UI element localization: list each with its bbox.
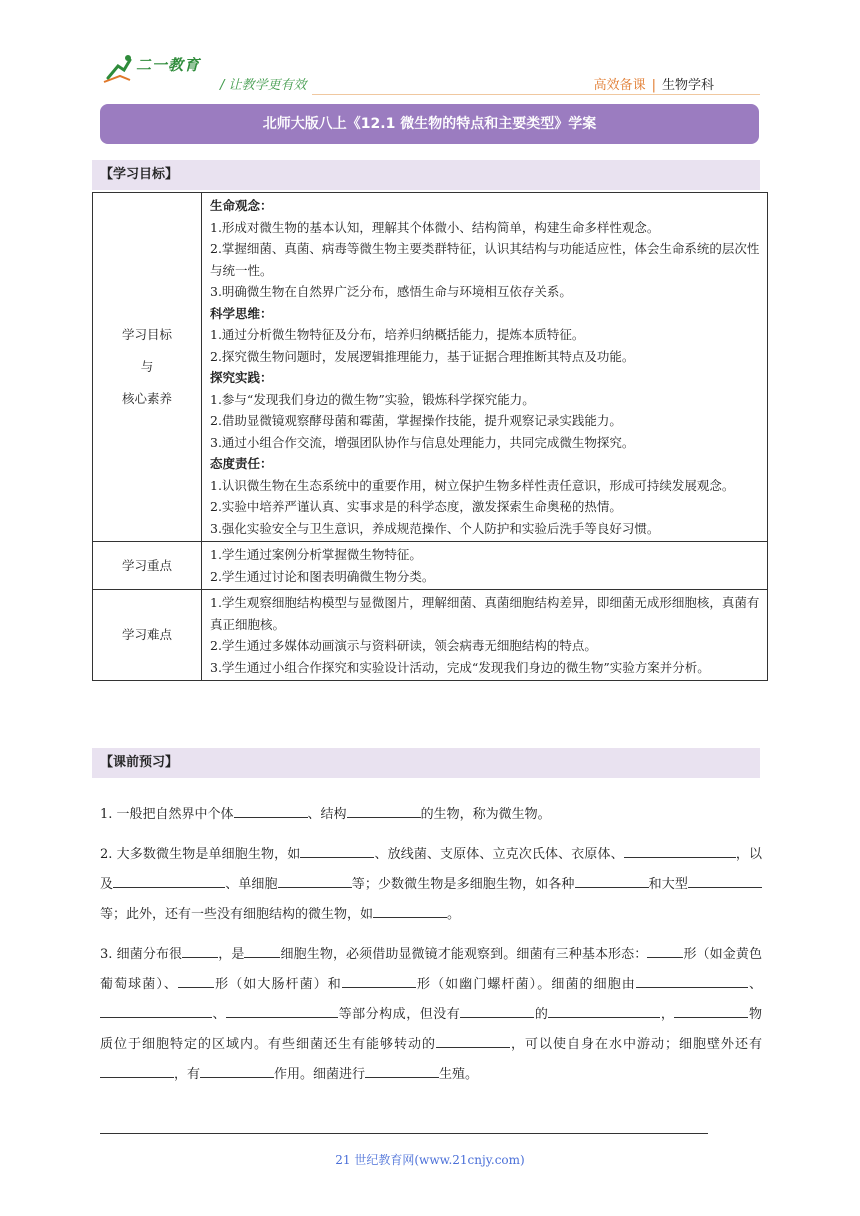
- list-item: 1.学生通过案例分析掌握微生物特征。: [210, 547, 422, 562]
- list-item: 2.探究微生物问题时，发展逻辑推理能力，基于证据合理推断其特点及功能。: [210, 348, 635, 364]
- list-item: 1.参与“发现我们身边的微生物”实验，锻炼科学探究能力。: [210, 391, 535, 407]
- question-text: 形（如金黄色葡萄球菌）、: [100, 947, 762, 992]
- footer-divider: [100, 1133, 708, 1134]
- list-item: 1.认识微生物在生态系统中的重要作用，树立保护生物多样性责任意识，形成可持续发展观念。: [210, 477, 735, 493]
- key-points-content: [202, 542, 768, 590]
- fill-blank[interactable]: [674, 1003, 748, 1018]
- preview-questions: [100, 800, 762, 1090]
- question-text: 、: [747, 977, 762, 992]
- fill-blank[interactable]: [200, 1063, 274, 1078]
- question-text: 物质位于细胞特定的区域内。有些细菌还生有能够转动的: [100, 1007, 762, 1052]
- document-title: 北师大版八上《12.1 微生物的特点和主要类型》学案: [100, 104, 759, 144]
- subheading: 态度责任：: [210, 456, 273, 471]
- header-tag-b: 生物学科: [661, 78, 714, 93]
- row-label-difficulties: 学习难点: [93, 590, 202, 681]
- fill-blank[interactable]: [182, 943, 218, 958]
- question-text: 、结构: [307, 807, 347, 822]
- label-line: 与: [140, 359, 154, 374]
- list-item: 3.明确微生物在自然界广泛分布，感悟生命与环境相互依存关系。: [210, 284, 572, 299]
- question-text: ，以及: [100, 847, 762, 892]
- header-tag-a: 高效备课: [593, 78, 646, 93]
- list-item: 2.掌握细菌、真菌、病毒等微生物主要类群特征，认识其结构与功能适应性，体会生命系统的层次性与统一性。: [210, 241, 760, 278]
- fill-blank[interactable]: [436, 1033, 510, 1048]
- list-item: 2.学生通过多媒体动画演示与资料研读，领会病毒无细胞结构的特点。: [210, 638, 597, 653]
- question-text: 。: [447, 907, 461, 922]
- fill-blank[interactable]: [688, 873, 762, 888]
- question-text: ，可以使自身在水中游动；细胞壁外还有: [509, 1037, 762, 1052]
- table-row: [93, 590, 768, 681]
- label-line: 核心素养: [121, 391, 172, 406]
- question-text: 的生物，称为微生物。: [420, 807, 551, 822]
- fill-blank[interactable]: [373, 903, 447, 918]
- fill-blank[interactable]: [636, 973, 748, 988]
- logo-text: 二一教育: [136, 56, 201, 74]
- question-text: 、放线菌、支原体、立克次氏体、衣原体、: [374, 847, 624, 862]
- header-underline: [312, 94, 760, 95]
- subheading: 探究实践：: [210, 370, 273, 385]
- question-text: 3. 细菌分布很: [100, 947, 183, 962]
- question-text: ，: [660, 1007, 675, 1022]
- question-text: 等；少数微生物是多细胞生物，如各种: [351, 877, 575, 892]
- difficulties-content: [202, 590, 768, 681]
- header-separator: |: [651, 78, 656, 93]
- fill-blank[interactable]: [234, 803, 308, 818]
- question-3: [100, 940, 762, 1090]
- fill-blank[interactable]: [347, 803, 421, 818]
- list-item: 3.学生通过小组合作探究和实验设计活动，完成“发现我们身边的微生物”实验方案并分析。: [210, 659, 710, 675]
- fill-blank[interactable]: [244, 943, 280, 958]
- fill-blank[interactable]: [178, 973, 214, 988]
- fill-blank[interactable]: [647, 943, 683, 958]
- footer-source: 21 世纪教育网(www.21cnjy.com): [335, 1153, 525, 1167]
- question-1: [100, 800, 762, 830]
- list-item: 1.通过分析微生物特征及分布，培养归纳概括能力，提炼本质特征。: [210, 327, 585, 342]
- question-text: 和大型: [648, 877, 688, 892]
- fill-blank[interactable]: [278, 873, 352, 888]
- subheading: 生命观念：: [210, 198, 273, 213]
- section-objectives-heading: 【学习目标】: [92, 160, 760, 190]
- question-text: 、单细胞: [225, 877, 278, 892]
- list-item: 2.实验中培养严谨认真、实事求是的科学态度，激发探索生命奥秘的热情。: [210, 499, 622, 514]
- table-row: [93, 542, 768, 590]
- list-item: 2.学生通过讨论和图表明确微生物分类。: [210, 568, 435, 584]
- section-preview-heading: 【课前预习】: [92, 748, 760, 778]
- page-header: [100, 48, 760, 94]
- label-line: 学习目标: [121, 327, 172, 342]
- table-row: [93, 193, 768, 542]
- row-label-key-points: 学习重点: [93, 542, 202, 590]
- question-text: 作用。细菌进行: [274, 1067, 366, 1082]
- question-text: 1. 一般把自然界中个体: [100, 807, 234, 822]
- question-text: 形（如大肠杆菌）和: [214, 977, 342, 992]
- question-text: ，是: [218, 947, 245, 962]
- subheading: 科学思维：: [210, 305, 273, 321]
- fill-blank[interactable]: [548, 1003, 660, 1018]
- question-text: 的: [534, 1007, 549, 1022]
- header-subject: [594, 74, 714, 93]
- fill-blank[interactable]: [460, 1003, 534, 1018]
- fill-blank[interactable]: [100, 1063, 174, 1078]
- objectives-table: [92, 192, 768, 681]
- fill-blank[interactable]: [226, 1003, 338, 1018]
- fill-blank[interactable]: [365, 1063, 439, 1078]
- question-text: 等部分构成，但没有: [338, 1007, 461, 1022]
- objectives-content: [202, 193, 768, 542]
- fill-blank[interactable]: [624, 843, 736, 858]
- fill-blank[interactable]: [575, 873, 649, 888]
- question-2: [100, 840, 762, 930]
- question-text: 形（如幽门螺杆菌）。细菌的细胞由: [415, 977, 636, 992]
- row-label-objectives: [93, 193, 202, 542]
- list-item: 2.借助显微镜观察酵母菌和霉菌，掌握操作技能，提升观察记录实践能力。: [210, 413, 622, 428]
- question-text: 2. 大多数微生物是单细胞生物，如: [100, 847, 301, 862]
- list-item: 1.学生观察细胞结构模型与显微图片，理解细菌、真菌细胞结构差异，即细菌无成形细胞核，真菌有真正细胞核。: [210, 595, 760, 632]
- slogan: / 让教学更有效: [220, 78, 307, 93]
- fill-blank[interactable]: [113, 873, 225, 888]
- question-text: 生殖。: [439, 1067, 479, 1082]
- question-text: ，有: [174, 1067, 201, 1082]
- fill-blank[interactable]: [300, 843, 374, 858]
- question-text: 、: [212, 1007, 227, 1022]
- list-item: 1.形成对微生物的基本认知，理解其个体微小、结构简单，构建生命多样性观念。: [210, 219, 660, 235]
- list-item: 3.通过小组合作交流，增强团队协作与信息处理能力，共同完成微生物探究。: [210, 434, 635, 450]
- question-text: 等；此外，还有一些没有细胞结构的微生物，如: [100, 907, 374, 922]
- fill-blank[interactable]: [342, 973, 416, 988]
- fill-blank[interactable]: [100, 1003, 212, 1018]
- list-item: 3.强化实验安全与卫生意识，养成规范操作、个人防护和实验后洗手等良好习惯。: [210, 520, 660, 536]
- question-text: 细胞生物，必须借助显微镜才能观察到。细菌有三种基本形态：: [280, 947, 648, 962]
